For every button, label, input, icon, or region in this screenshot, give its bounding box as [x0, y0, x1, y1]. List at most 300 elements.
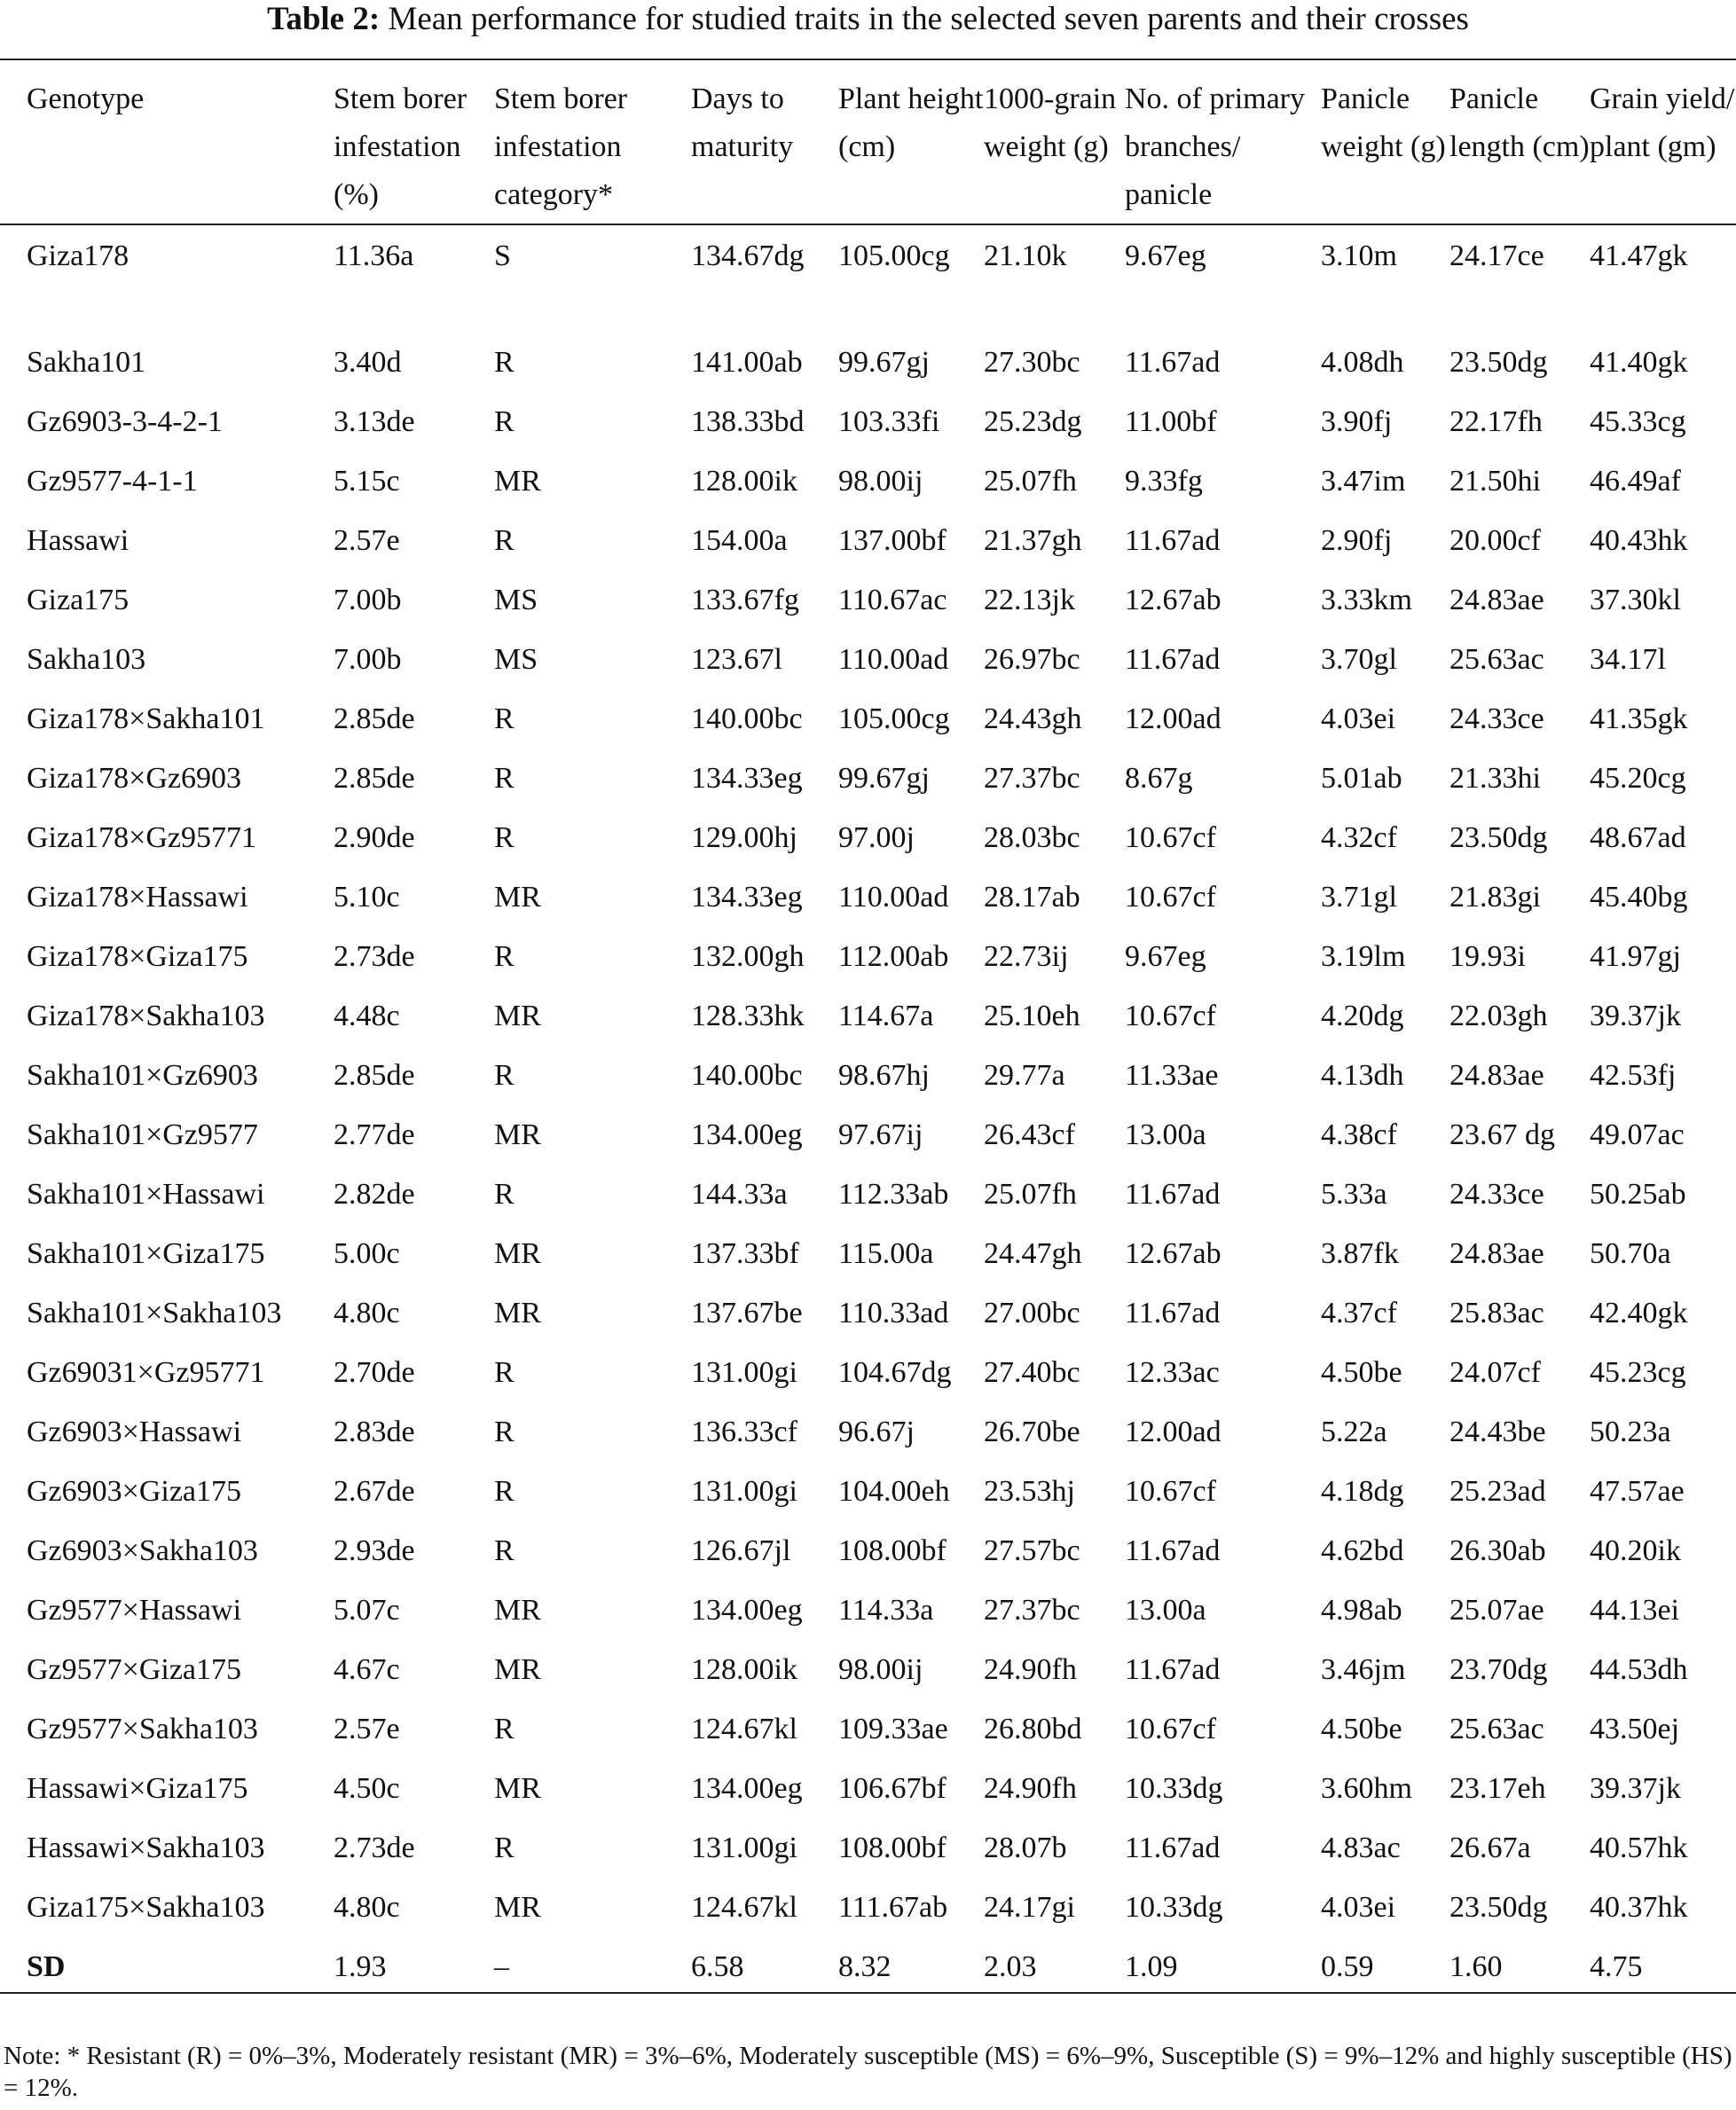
- table-cell: 41.35gk: [1590, 702, 1688, 735]
- table-cell: 106.67bf: [838, 1772, 947, 1805]
- table-cell: R: [494, 940, 515, 973]
- table-cell: 39.37jk: [1590, 1772, 1681, 1805]
- table-cell: 13.00a: [1125, 1594, 1206, 1627]
- table-cell: 24.07cf: [1449, 1356, 1541, 1389]
- header-row: [0, 59, 1736, 224]
- sd-cell: 6.58: [691, 1936, 838, 1993]
- table-cell: 3.47im: [1321, 465, 1406, 498]
- table-cell: 133.67fg: [691, 584, 799, 616]
- table-cell: 2.85de: [334, 702, 415, 735]
- table-cell: 23.50dg: [1449, 1891, 1548, 1924]
- table-cell: 4.50be: [1321, 1356, 1402, 1389]
- table-cell: 3.10m: [1321, 239, 1397, 272]
- table-cell: 2.93de: [334, 1534, 415, 1567]
- table-cell: 24.83ae: [1449, 1059, 1544, 1092]
- genotype-cell: Sakha101×Sakha103: [27, 1297, 282, 1330]
- table-cell: 128.00ik: [691, 1653, 797, 1686]
- table-container: [0, 59, 1736, 1994]
- table-cell: 114.67a: [838, 1000, 934, 1032]
- table-row: [0, 1045, 1736, 1104]
- table-cell: R: [494, 1832, 515, 1864]
- col-header-panicle-weight: Panicle weight (g): [1321, 59, 1449, 224]
- table-cell: 4.62bd: [1321, 1534, 1404, 1567]
- table-cell: 134.00eg: [691, 1118, 803, 1151]
- table-cell: 25.63ac: [1449, 643, 1544, 676]
- table-cell: R: [494, 1356, 515, 1389]
- table-cell: 4.80c: [334, 1297, 400, 1330]
- table-cell: 96.67j: [838, 1416, 915, 1448]
- table-cell: 3.19lm: [1321, 940, 1406, 973]
- table-cell: 2.90fj: [1321, 524, 1393, 557]
- table-cell: 25.83ac: [1449, 1297, 1544, 1330]
- genotype-cell: Gz9577×Sakha103: [27, 1713, 258, 1745]
- sd-cell: 1.93: [334, 1936, 494, 1993]
- table-cell: 131.00gi: [691, 1356, 797, 1389]
- table-cell: 11.67ad: [1125, 1653, 1221, 1686]
- table-cell: 12.33ac: [1125, 1356, 1220, 1389]
- table-cell: 21.33hi: [1449, 762, 1541, 795]
- table-cell: 108.00bf: [838, 1832, 947, 1864]
- table-cell: 4.50be: [1321, 1713, 1402, 1745]
- table-cell: 3.71gl: [1321, 881, 1397, 914]
- table-cell: 129.00hj: [691, 821, 797, 854]
- table-cell: 11.67ad: [1125, 1534, 1221, 1567]
- table-cell: 4.48c: [334, 1000, 400, 1032]
- table-cell: 2.85de: [334, 762, 415, 795]
- table-cell: R: [494, 702, 515, 735]
- table-cell: 4.03ei: [1321, 702, 1396, 735]
- table-row: [0, 807, 1736, 867]
- table-cell: R: [494, 821, 515, 854]
- table-cell: 11.67ad: [1125, 524, 1221, 557]
- sd-cell: 1.60: [1449, 1936, 1590, 1993]
- table-caption: [0, 0, 1736, 44]
- table-cell: 111.67ab: [838, 1891, 948, 1924]
- table-cell: 12.67ab: [1125, 584, 1221, 616]
- table-row: [0, 748, 1736, 807]
- table-cell: 25.63ac: [1449, 1713, 1544, 1745]
- table-cell: 110.00ad: [838, 881, 949, 914]
- caption-text: Mean performance for studied traits in the selected seven parents and their crosses: [388, 1, 1469, 37]
- table-cell: 21.10k: [984, 239, 1067, 272]
- table-cell: 136.33cf: [691, 1416, 797, 1448]
- sd-cell: 0.59: [1321, 1936, 1449, 1993]
- genotype-cell: Hassawi: [27, 524, 130, 557]
- table-cell: 49.07ac: [1590, 1118, 1685, 1151]
- table-cell: 4.32cf: [1321, 821, 1397, 854]
- table-cell: 7.00b: [334, 584, 402, 616]
- table-cell: MR: [494, 1237, 541, 1270]
- table-cell: 2.77de: [334, 1118, 415, 1151]
- table-cell: 11.36a: [334, 239, 414, 272]
- table-cell: 19.93i: [1449, 940, 1526, 973]
- table-cell: 2.90de: [334, 821, 415, 854]
- table-cell: S: [494, 239, 511, 272]
- table-cell: 3.33km: [1321, 584, 1412, 616]
- table-cell: 4.37cf: [1321, 1297, 1397, 1330]
- table-cell: 28.07b: [984, 1832, 1067, 1864]
- table-cell: 42.40gk: [1590, 1297, 1688, 1330]
- table-cell: 25.23ad: [1449, 1475, 1546, 1508]
- table-cell: 140.00bc: [691, 702, 803, 735]
- table-cell: 124.67kl: [691, 1713, 797, 1745]
- table-cell: 123.67l: [691, 643, 782, 676]
- table-cell: 124.67kl: [691, 1891, 797, 1924]
- table-cell: 27.57bc: [984, 1534, 1080, 1567]
- table-cell: 42.53fj: [1590, 1059, 1677, 1092]
- table-cell: 137.67be: [691, 1297, 803, 1330]
- table-row: [0, 224, 1736, 332]
- table-cell: 2.73de: [334, 940, 415, 973]
- table-cell: 25.07ae: [1449, 1594, 1544, 1627]
- table-cell: 12.00ad: [1125, 1416, 1221, 1448]
- genotype-cell: Giza178×Giza175: [27, 940, 248, 973]
- table-cell: 4.20dg: [1321, 1000, 1404, 1032]
- genotype-cell: Gz9577×Giza175: [27, 1653, 242, 1686]
- table-cell: 97.67ij: [838, 1118, 923, 1151]
- table-cell: 134.33eg: [691, 881, 803, 914]
- table-cell: 24.90fh: [984, 1772, 1077, 1805]
- table-cell: 5.01ab: [1321, 762, 1402, 795]
- table-cell: 104.67dg: [838, 1356, 952, 1389]
- table-cell: 24.17gi: [984, 1891, 1075, 1924]
- table-cell: 112.00ab: [838, 940, 949, 973]
- mean-performance-table: [0, 59, 1736, 1994]
- table-cell: 5.10c: [334, 881, 400, 914]
- table-cell: 45.33cg: [1590, 405, 1686, 438]
- table-cell: 99.67gj: [838, 762, 930, 795]
- table-cell: MR: [494, 1653, 541, 1686]
- table-cell: 9.67eg: [1125, 239, 1206, 272]
- table-cell: 23.67 dg: [1449, 1118, 1555, 1151]
- table-cell: 97.00j: [838, 821, 915, 854]
- table-cell: MR: [494, 465, 541, 498]
- genotype-cell: Giza178×Hassawi: [27, 881, 248, 914]
- table-cell: 26.43cf: [984, 1118, 1075, 1151]
- table-row: [0, 1758, 1736, 1817]
- table-cell: 137.00bf: [838, 524, 947, 557]
- table-cell: 39.37jk: [1590, 1000, 1681, 1032]
- sd-cell: –: [494, 1936, 691, 1993]
- col-header-genotype: Genotype: [0, 59, 334, 224]
- table-row: [0, 1639, 1736, 1698]
- sd-cell: 2.03: [984, 1936, 1125, 1993]
- genotype-cell: Gz69031×Gz95771: [27, 1356, 265, 1389]
- table-body: [0, 224, 1736, 1993]
- table-cell: 8.67g: [1125, 762, 1193, 795]
- table-cell: R: [494, 405, 515, 438]
- table-cell: 4.67c: [334, 1653, 400, 1686]
- table-cell: 2.67de: [334, 1475, 415, 1508]
- table-cell: 3.90fj: [1321, 405, 1393, 438]
- table-cell: 154.00a: [691, 524, 788, 557]
- table-cell: 28.17ab: [984, 881, 1080, 914]
- table-cell: 110.00ad: [838, 643, 949, 676]
- table-cell: MR: [494, 881, 541, 914]
- table-cell: 22.03gh: [1449, 1000, 1548, 1032]
- table-cell: 23.50dg: [1449, 346, 1548, 379]
- genotype-cell: Giza178×Gz95771: [27, 821, 257, 854]
- genotype-cell: Hassawi×Sakha103: [27, 1832, 265, 1864]
- table-cell: 2.70de: [334, 1356, 415, 1389]
- genotype-cell: Giza178: [27, 239, 130, 272]
- table-cell: 28.03bc: [984, 821, 1080, 854]
- genotype-cell: Gz6903×Giza175: [27, 1475, 242, 1508]
- table-cell: 9.33fg: [1125, 465, 1203, 498]
- table-cell: 23.17eh: [1449, 1772, 1546, 1805]
- table-row: [0, 629, 1736, 688]
- table-cell: R: [494, 1178, 515, 1211]
- col-header-maturity: Days to maturity: [691, 59, 838, 224]
- table-cell: 4.08dh: [1321, 346, 1404, 379]
- table-cell: 34.17l: [1590, 643, 1666, 676]
- table-cell: 134.00eg: [691, 1594, 803, 1627]
- table-cell: 48.67ad: [1590, 821, 1686, 854]
- table-cell: 141.00ab: [691, 346, 803, 379]
- table-cell: 3.46jm: [1321, 1653, 1406, 1686]
- table-cell: 98.67hj: [838, 1059, 930, 1092]
- col-header-grain-yield: Grain yield/ plant (gm): [1590, 59, 1736, 224]
- table-row: [0, 926, 1736, 985]
- col-header-panicle-length: Panicle length (cm): [1449, 59, 1590, 224]
- table-cell: MR: [494, 1594, 541, 1627]
- table-row: [0, 332, 1736, 391]
- table-cell: 27.00bc: [984, 1297, 1080, 1330]
- table-cell: 134.67dg: [691, 239, 805, 272]
- table-cell: 110.33ad: [838, 1297, 949, 1330]
- table-cell: 26.97bc: [984, 643, 1080, 676]
- table-cell: 11.67ad: [1125, 1832, 1221, 1864]
- table-cell: 3.87fk: [1321, 1237, 1399, 1270]
- table-cell: 25.23dg: [984, 405, 1082, 438]
- table-row: [0, 1164, 1736, 1223]
- table-cell: 11.67ad: [1125, 346, 1221, 379]
- table-cell: 50.23a: [1590, 1416, 1671, 1448]
- sd-row: [0, 1936, 1736, 1993]
- table-cell: 5.22a: [1321, 1416, 1387, 1448]
- table-cell: 22.73ij: [984, 940, 1069, 973]
- table-cell: 50.25ab: [1590, 1178, 1686, 1211]
- table-cell: 138.33bd: [691, 405, 805, 438]
- table-cell: 99.67gj: [838, 346, 930, 379]
- table-cell: 10.67cf: [1125, 1475, 1216, 1508]
- sd-cell: SD: [0, 1936, 334, 1993]
- table-cell: 104.00eh: [838, 1475, 950, 1508]
- table-cell: 131.00gi: [691, 1475, 797, 1508]
- table-cell: 21.83gi: [1449, 881, 1541, 914]
- table-cell: 26.80bd: [984, 1713, 1082, 1745]
- table-cell: 4.03ei: [1321, 1891, 1396, 1924]
- table-cell: 3.13de: [334, 405, 415, 438]
- genotype-cell: Gz9577×Hassawi: [27, 1594, 242, 1627]
- table-row: [0, 1580, 1736, 1639]
- table-cell: 11.67ad: [1125, 1297, 1221, 1330]
- table-cell: 12.67ab: [1125, 1237, 1221, 1270]
- caption-label: Table 2:: [267, 1, 381, 37]
- table-row: [0, 1223, 1736, 1282]
- table-cell: 44.53dh: [1590, 1653, 1688, 1686]
- table-cell: 3.40d: [334, 346, 402, 379]
- table-cell: 2.57e: [334, 1713, 400, 1745]
- table-footnote: Note: * Resistant (R) = 0%–3%, Moderately resistant (MR) = 3%–6%, Moderately susceptible (MS) = 6%–9%, Susceptible (S) = 9%–12% and highly susceptible (HS) = 12%.: [4, 2042, 1732, 2102]
- table-cell: 23.50dg: [1449, 821, 1548, 854]
- table-cell: 132.00gh: [691, 940, 805, 973]
- col-header-branches: No. of primary branches/ panicle: [1125, 59, 1321, 224]
- table-cell: 7.00b: [334, 643, 402, 676]
- table-cell: 5.15c: [334, 465, 400, 498]
- table-row: [0, 1282, 1736, 1342]
- table-row: [0, 1877, 1736, 1936]
- table-cell: 23.53hj: [984, 1475, 1075, 1508]
- table-cell: 41.40gk: [1590, 346, 1688, 379]
- table-cell: 13.00a: [1125, 1118, 1206, 1151]
- table-row: [0, 1520, 1736, 1580]
- table-cell: 27.37bc: [984, 762, 1080, 795]
- table-cell: 45.20cg: [1590, 762, 1686, 795]
- table-cell: 131.00gi: [691, 1832, 797, 1864]
- table-cell: 114.33a: [838, 1594, 934, 1627]
- table-cell: 25.07fh: [984, 465, 1077, 498]
- table-cell: 47.57ae: [1590, 1475, 1685, 1508]
- table-row: [0, 510, 1736, 569]
- col-header-plant-height: Plant height (cm): [838, 59, 984, 224]
- table-cell: 26.30ab: [1449, 1534, 1546, 1567]
- table-row: [0, 1461, 1736, 1520]
- table-cell: 11.33ae: [1125, 1059, 1219, 1092]
- table-cell: 26.67a: [1449, 1832, 1531, 1864]
- table-row: [0, 1401, 1736, 1461]
- genotype-cell: Sakha101×Gz9577: [27, 1118, 258, 1151]
- table-cell: 4.98ab: [1321, 1594, 1402, 1627]
- table-cell: MR: [494, 1118, 541, 1151]
- table-cell: 27.40bc: [984, 1356, 1080, 1389]
- table-row: [0, 391, 1736, 451]
- table-cell: R: [494, 1416, 515, 1448]
- table-cell: 109.33ae: [838, 1713, 948, 1745]
- table-cell: 4.18dg: [1321, 1475, 1404, 1508]
- table-cell: 108.00bf: [838, 1534, 947, 1567]
- table-cell: 12.00ad: [1125, 702, 1221, 735]
- table-cell: 29.77a: [984, 1059, 1065, 1092]
- table-cell: R: [494, 346, 515, 379]
- table-cell: 27.37bc: [984, 1594, 1080, 1627]
- table-cell: 105.00cg: [838, 239, 950, 272]
- table-row: [0, 867, 1736, 926]
- table-row: [0, 569, 1736, 629]
- table-cell: R: [494, 1713, 515, 1745]
- col-header-infestation: Stem borer infestation (%): [334, 59, 494, 224]
- genotype-cell: Hassawi×Giza175: [27, 1772, 248, 1805]
- table-cell: 4.50c: [334, 1772, 400, 1805]
- table-cell: 40.37hk: [1590, 1891, 1688, 1924]
- table-cell: 5.07c: [334, 1594, 400, 1627]
- table-cell: 126.67jl: [691, 1534, 791, 1567]
- col-header-grain-weight: 1000-grain weight (g): [984, 59, 1125, 224]
- table-cell: 10.33dg: [1125, 1891, 1223, 1924]
- table-cell: 10.67cf: [1125, 821, 1216, 854]
- table-cell: 21.37gh: [984, 524, 1082, 557]
- table-cell: 112.33ab: [838, 1178, 949, 1211]
- table-cell: 4.38cf: [1321, 1118, 1397, 1151]
- table-cell: 103.33fi: [838, 405, 940, 438]
- table-cell: 2.57e: [334, 524, 400, 557]
- table-cell: 41.47gk: [1590, 239, 1688, 272]
- table-cell: 41.97gj: [1590, 940, 1681, 973]
- genotype-cell: Sakha103: [27, 643, 146, 676]
- table-cell: 45.40bg: [1590, 881, 1688, 914]
- table-cell: 10.67cf: [1125, 1000, 1216, 1032]
- genotype-cell: Sakha101×Giza175: [27, 1237, 265, 1270]
- table-cell: R: [494, 524, 515, 557]
- table-cell: 10.33dg: [1125, 1772, 1223, 1805]
- table-cell: 140.00bc: [691, 1059, 803, 1092]
- sd-cell: 1.09: [1125, 1936, 1321, 1993]
- table-cell: MS: [494, 584, 538, 616]
- table-cell: 4.13dh: [1321, 1059, 1404, 1092]
- table-cell: 134.33eg: [691, 762, 803, 795]
- table-cell: 2.85de: [334, 1059, 415, 1092]
- table-cell: 23.70dg: [1449, 1653, 1548, 1686]
- table-row: [0, 1342, 1736, 1401]
- table-cell: 10.67cf: [1125, 881, 1216, 914]
- table-cell: 137.33bf: [691, 1237, 799, 1270]
- table-cell: 128.33hk: [691, 1000, 805, 1032]
- table-cell: 24.90fh: [984, 1653, 1077, 1686]
- genotype-cell: Giza178×Sakha103: [27, 1000, 265, 1032]
- table-cell: MR: [494, 1000, 541, 1032]
- table-cell: 24.83ae: [1449, 1237, 1544, 1270]
- genotype-cell: Sakha101×Hassawi: [27, 1178, 265, 1211]
- table-row: [0, 1698, 1736, 1758]
- table-cell: 44.13ei: [1590, 1594, 1680, 1627]
- table-cell: 24.83ae: [1449, 584, 1544, 616]
- genotype-cell: Gz6903×Sakha103: [27, 1534, 258, 1567]
- table-cell: R: [494, 762, 515, 795]
- table-cell: 40.20ik: [1590, 1534, 1681, 1567]
- table-cell: 134.00eg: [691, 1772, 803, 1805]
- table-cell: 11.00bf: [1125, 405, 1217, 438]
- table-cell: 2.82de: [334, 1178, 415, 1211]
- table-cell: MR: [494, 1297, 541, 1330]
- table-cell: 9.67eg: [1125, 940, 1206, 973]
- sd-cell: 8.32: [838, 1936, 984, 1993]
- table-cell: 115.00a: [838, 1237, 934, 1270]
- table-cell: 24.33ce: [1449, 1178, 1544, 1211]
- table-cell: R: [494, 1534, 515, 1567]
- table-cell: 4.80c: [334, 1891, 400, 1924]
- table-cell: 24.47gh: [984, 1237, 1082, 1270]
- table-cell: 24.33ce: [1449, 702, 1544, 735]
- table-cell: 105.00cg: [838, 702, 950, 735]
- table-cell: 25.10eh: [984, 1000, 1080, 1032]
- genotype-cell: Sakha101×Gz6903: [27, 1059, 258, 1092]
- table-cell: 144.33a: [691, 1178, 788, 1211]
- col-header-category: Stem borer infestation category*: [494, 59, 691, 224]
- table-cell: 21.50hi: [1449, 465, 1541, 498]
- table-cell: 22.13jk: [984, 584, 1075, 616]
- table-row: [0, 451, 1736, 510]
- table-cell: 110.67ac: [838, 584, 947, 616]
- table-cell: R: [494, 1059, 515, 1092]
- table-cell: 11.67ad: [1125, 643, 1221, 676]
- table-cell: 128.00ik: [691, 465, 797, 498]
- table-cell: 2.73de: [334, 1832, 415, 1864]
- table-cell: MR: [494, 1772, 541, 1805]
- table-cell: 10.67cf: [1125, 1713, 1216, 1745]
- table-cell: 5.00c: [334, 1237, 400, 1270]
- table-cell: 45.23cg: [1590, 1356, 1686, 1389]
- table-cell: 4.83ac: [1321, 1832, 1401, 1864]
